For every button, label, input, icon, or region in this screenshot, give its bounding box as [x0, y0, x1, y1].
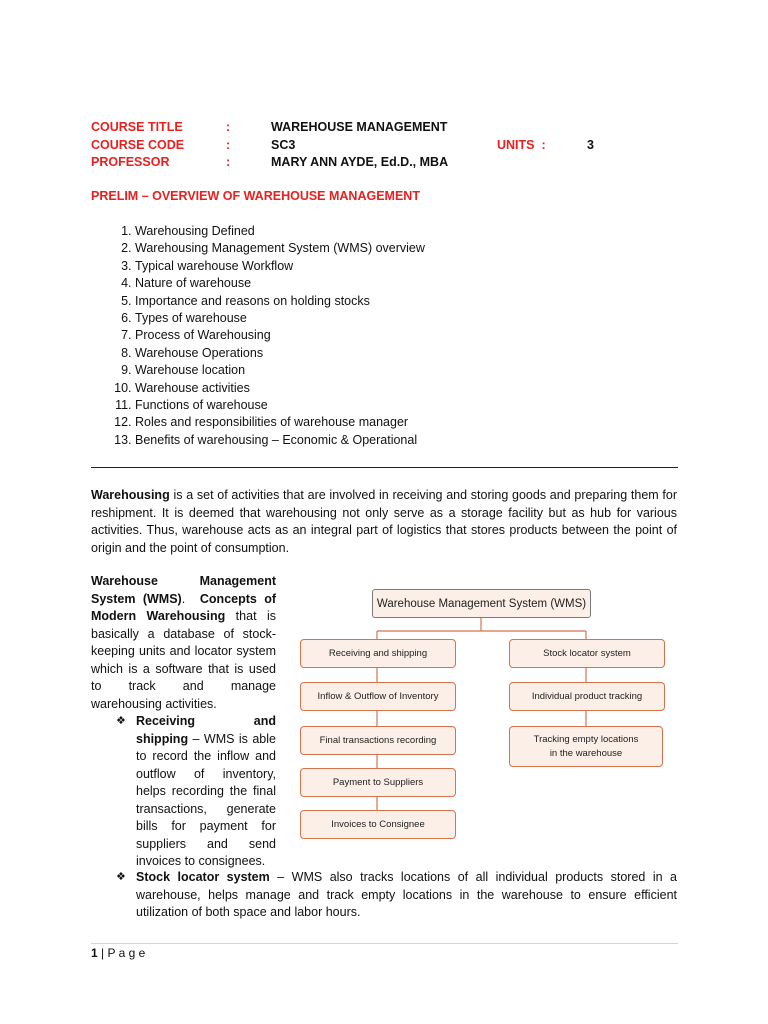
wms-concepts: Concepts of Modern Warehousing — [91, 591, 276, 623]
list-item: 10. Warehouse activities — [135, 380, 695, 397]
colon: : — [226, 155, 231, 169]
diagram-node: Payment to Suppliers — [300, 768, 456, 797]
list-item: 3. Typical warehouse Workflow — [135, 258, 695, 275]
diagram-node: Individual product tracking — [509, 682, 665, 711]
wms-separator: . — [181, 591, 200, 606]
diagram-node: Stock locator system — [509, 639, 665, 668]
warehousing-term: Warehousing — [91, 488, 170, 502]
footer-divider — [91, 943, 678, 944]
list-item: 4. Nature of warehouse — [135, 275, 695, 292]
diagram-node: Invoices to Consignee — [300, 810, 456, 839]
list-item: 2. Warehousing Management System (WMS) overview — [135, 240, 695, 257]
stock-term: Stock locator system — [136, 870, 270, 884]
list-item: 11. Functions of warehouse — [135, 397, 695, 414]
list-item: 12. Roles and responsibilities of warehouse manager — [135, 414, 695, 431]
list-item: 13. Benefits of warehousing – Economic & Operational — [135, 432, 695, 449]
units-value: 3 — [587, 138, 594, 152]
list-item: 1. Warehousing Defined — [135, 223, 695, 240]
list-item: 7. Process of Warehousing — [135, 327, 695, 344]
diamond-bullet-icon: ❖ — [116, 871, 126, 883]
stock-text: – WMS also tracks locations of all individual products stored in a warehouse, helps manage and track empty locations in the warehouse to ensure efficient utilization of both space and labor hours. — [136, 870, 677, 919]
course-title-label: COURSE TITLE — [91, 120, 183, 134]
diagram-node: Receiving and shipping — [300, 639, 456, 668]
page-label: | P a g e — [97, 946, 146, 960]
course-code-value: SC3 — [271, 138, 296, 152]
receiving-text: – WMS is able to record the inflow and outflow of inventory, helps recording the final transactions, generate bills for payment for suppliers and send invoices to consignees. — [136, 731, 276, 868]
page-number: 1 — [91, 946, 98, 960]
section-title: PRELIM – OVERVIEW OF WAREHOUSE MANAGEMENT — [91, 189, 420, 203]
list-item: 8. Warehouse Operations — [135, 345, 695, 362]
diamond-bullet-icon: ❖ — [116, 715, 126, 727]
colon: : — [226, 120, 231, 134]
diagram-root-node: Warehouse Management System (WMS) — [372, 589, 591, 618]
colon: : — [226, 138, 231, 152]
list-item: 9. Warehouse location — [135, 362, 695, 379]
diagram-node: Final transactions recording — [300, 726, 456, 755]
wms-text: that is basically a database of stock-keeping units and locator system which is a software that is used to track and manage warehousing activities. — [91, 609, 276, 711]
wms-term: Warehouse Management System (WMS) — [91, 574, 276, 606]
list-item: 6. Types of warehouse — [135, 310, 695, 327]
list-item: 5. Importance and reasons on holding stocks — [135, 293, 695, 310]
professor-value: MARY ANN AYDE, Ed.D., MBA — [271, 155, 449, 169]
page-footer — [91, 946, 145, 960]
course-title-value: WAREHOUSE MANAGEMENT — [271, 120, 448, 134]
professor-label: PROFESSOR — [91, 155, 170, 169]
warehousing-text: is a set of activities that are involved in receiving and storing goods and preparing them for reshipment. It is deemed that warehousing not only serve as a storage facility but as hub for various activities. Thus, warehouse acts as an integral part of logistics that stores products between the point of origin and the point of consumption. — [91, 488, 677, 555]
receiving-term: Receiving and shipping — [136, 714, 276, 746]
diagram-node: Inflow & Outflow of Inventory — [300, 682, 456, 711]
course-code-label: COURSE CODE — [91, 138, 185, 152]
units-label: UNITS : — [497, 138, 546, 152]
diagram-node: Tracking empty locations in the warehouse — [509, 726, 663, 767]
